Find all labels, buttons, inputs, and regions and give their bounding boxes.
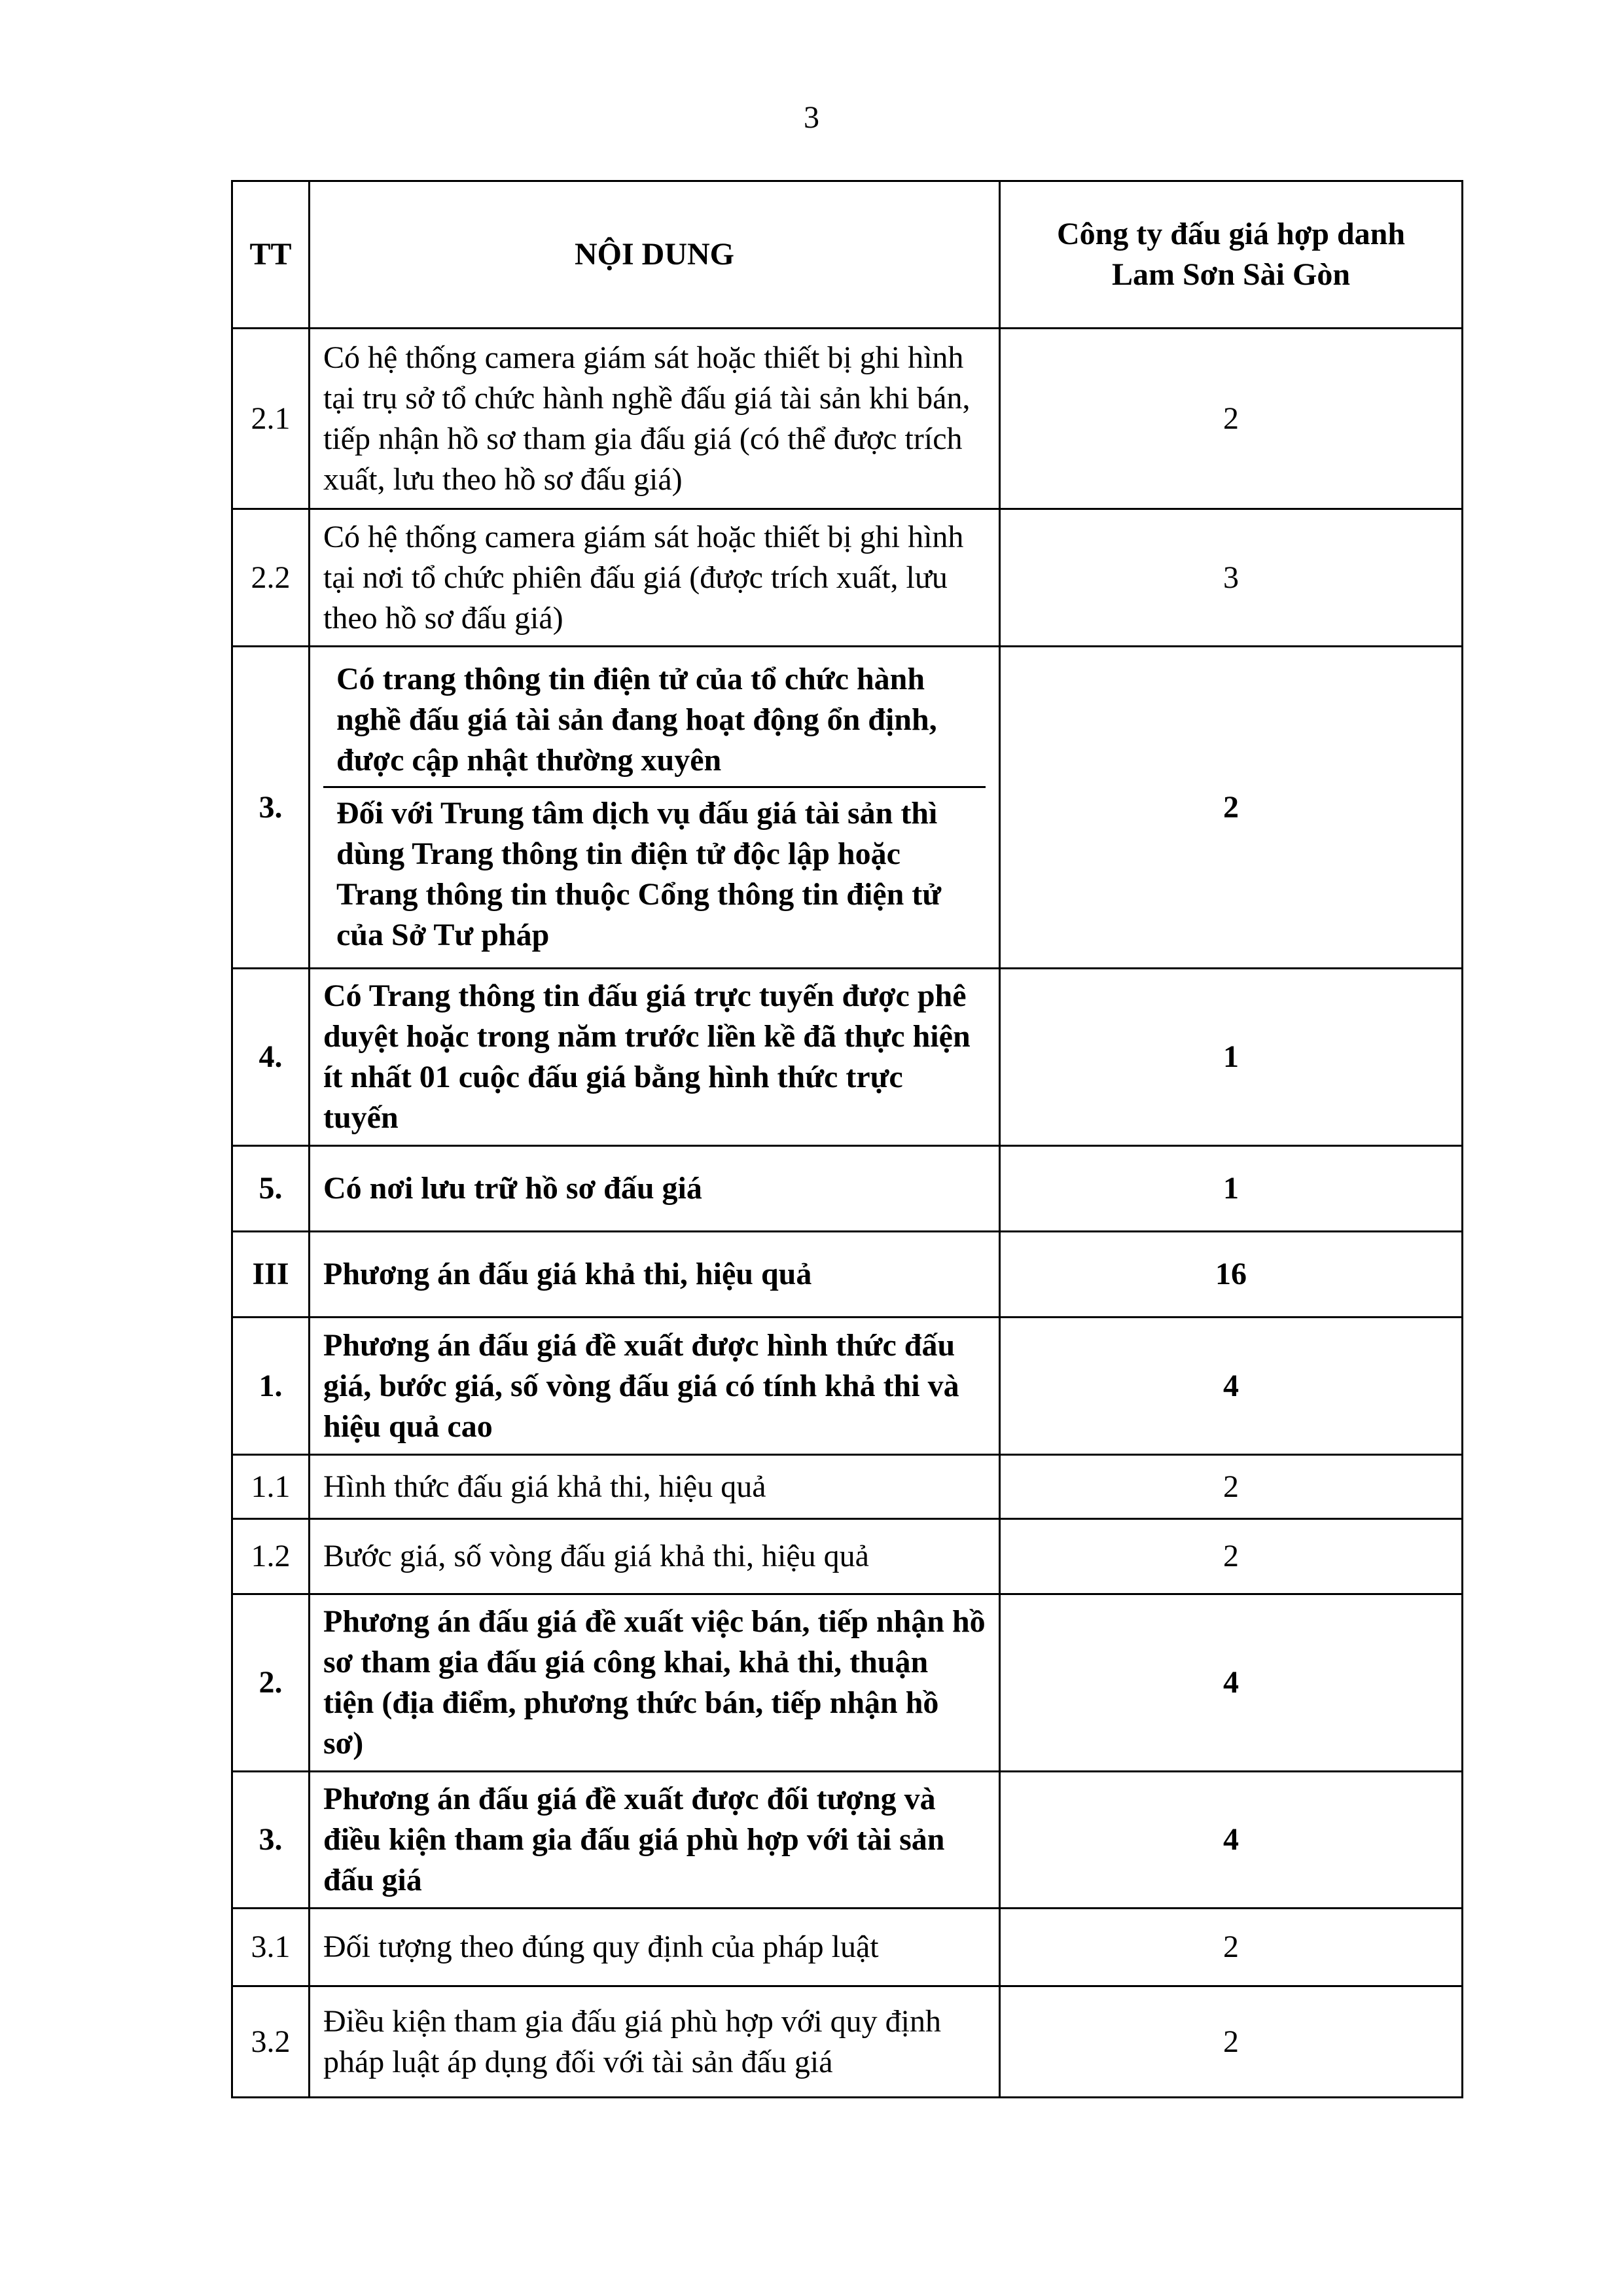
row-tt: 4.	[232, 969, 310, 1146]
row-tt: 1.	[232, 1318, 310, 1455]
header-company-line1: Công ty đấu giá hợp danh	[1056, 217, 1406, 251]
page-number: 3	[804, 100, 819, 135]
row-content: Phương án đấu giá đề xuất việc bán, tiếp nhận hồ sơ tham gia đấu giá công khai, khả thi, thuận tiện (địa điểm, phương thức bán, tiếp nhận hồ sơ)	[310, 1594, 1000, 1772]
table-row	[232, 1772, 1463, 1909]
row-content-split	[310, 647, 1000, 969]
table-row	[232, 1146, 1463, 1232]
row-score: 4	[1000, 1772, 1463, 1909]
row-content: Có hệ thống camera giám sát hoặc thiết bị ghi hình tại nơi tổ chức phiên đấu giá (được trích xuất, lưu theo hồ sơ đấu giá)	[310, 509, 1000, 647]
row-content: Bước giá, số vòng đấu giá khả thi, hiệu quả	[310, 1519, 1000, 1594]
row-tt: 1.1	[232, 1455, 310, 1519]
row-tt: 3.2	[232, 1986, 310, 2098]
table-header-row	[232, 181, 1463, 329]
row-score: 2	[1000, 1986, 1463, 2098]
row-score: 2	[1000, 647, 1463, 969]
row-tt: 2.	[232, 1594, 310, 1772]
table-row	[232, 969, 1463, 1146]
row-score: 16	[1000, 1232, 1463, 1318]
table-row	[232, 509, 1463, 647]
row-content: Có nơi lưu trữ hồ sơ đấu giá	[310, 1146, 1000, 1232]
row-tt: III	[232, 1232, 310, 1318]
row-score: 1	[1000, 1146, 1463, 1232]
header-tt: TT	[232, 181, 310, 329]
header-company	[1000, 181, 1463, 329]
table-row	[232, 1455, 1463, 1519]
row-tt: 5.	[232, 1146, 310, 1232]
row-tt: 2.2	[232, 509, 310, 647]
table-row	[232, 329, 1463, 509]
row-content: Có hệ thống camera giám sát hoặc thiết bị ghi hình tại trụ sở tổ chức hành nghề đấu giá tài sản khi bán, tiếp nhận hồ sơ tham gia đấu giá (có thể được trích xuất, lưu theo hồ sơ đấu giá)	[310, 329, 1000, 509]
row-content: Phương án đấu giá đề xuất được hình thức đấu giá, bước giá, số vòng đấu giá có tính khả thi và hiệu quả cao	[310, 1318, 1000, 1455]
row-score: 4	[1000, 1594, 1463, 1772]
table-row	[232, 1232, 1463, 1318]
row-score: 2	[1000, 329, 1463, 509]
row-score: 2	[1000, 1455, 1463, 1519]
row-score: 2	[1000, 1519, 1463, 1594]
scoring-table	[231, 180, 1463, 2098]
row-tt: 1.2	[232, 1519, 310, 1594]
row-tt: 2.1	[232, 329, 310, 509]
table-row	[232, 1519, 1463, 1594]
row-score: 3	[1000, 509, 1463, 647]
row-tt: 3.1	[232, 1909, 310, 1986]
row-score: 2	[1000, 1909, 1463, 1986]
row-content-part-a: Có trang thông tin điện tử của tổ chức hành nghề đấu giá tài sản đang hoạt động ổn định, được cập nhật thường xuyên	[323, 654, 986, 788]
table-row	[232, 1909, 1463, 1986]
row-content: Hình thức đấu giá khả thi, hiệu quả	[310, 1455, 1000, 1519]
row-content: Đối tượng theo đúng quy định của pháp luật	[310, 1909, 1000, 1986]
row-content: Điều kiện tham gia đấu giá phù hợp với quy định pháp luật áp dụng đối với tài sản đấu giá	[310, 1986, 1000, 2098]
row-tt: 3.	[232, 647, 310, 969]
row-score: 1	[1000, 969, 1463, 1146]
row-content: Có Trang thông tin đấu giá trực tuyến được phê duyệt hoặc trong năm trước liền kề đã thực hiện ít nhất 01 cuộc đấu giá bằng hình thức trực tuyến	[310, 969, 1000, 1146]
table-row	[232, 1318, 1463, 1455]
header-content: NỘI DUNG	[310, 181, 1000, 329]
row-content-part-b: Đối với Trung tâm dịch vụ đấu giá tài sản thì dùng Trang thông tin điện tử độc lập hoặc Trang thông tin thuộc Cổng thông tin điện tử của Sở Tư pháp	[336, 796, 942, 952]
row-content: Phương án đấu giá đề xuất được đối tượng và điều kiện tham gia đấu giá phù hợp với tài sản đấu giá	[310, 1772, 1000, 1909]
table-row	[232, 1594, 1463, 1772]
row-content: Phương án đấu giá khả thi, hiệu quả	[310, 1232, 1000, 1318]
table-row	[232, 1986, 1463, 2098]
table-row	[232, 647, 1463, 969]
row-score: 4	[1000, 1318, 1463, 1455]
row-tt: 3.	[232, 1772, 310, 1909]
header-company-line2: Lam Sơn Sài Gòn	[1111, 257, 1351, 292]
